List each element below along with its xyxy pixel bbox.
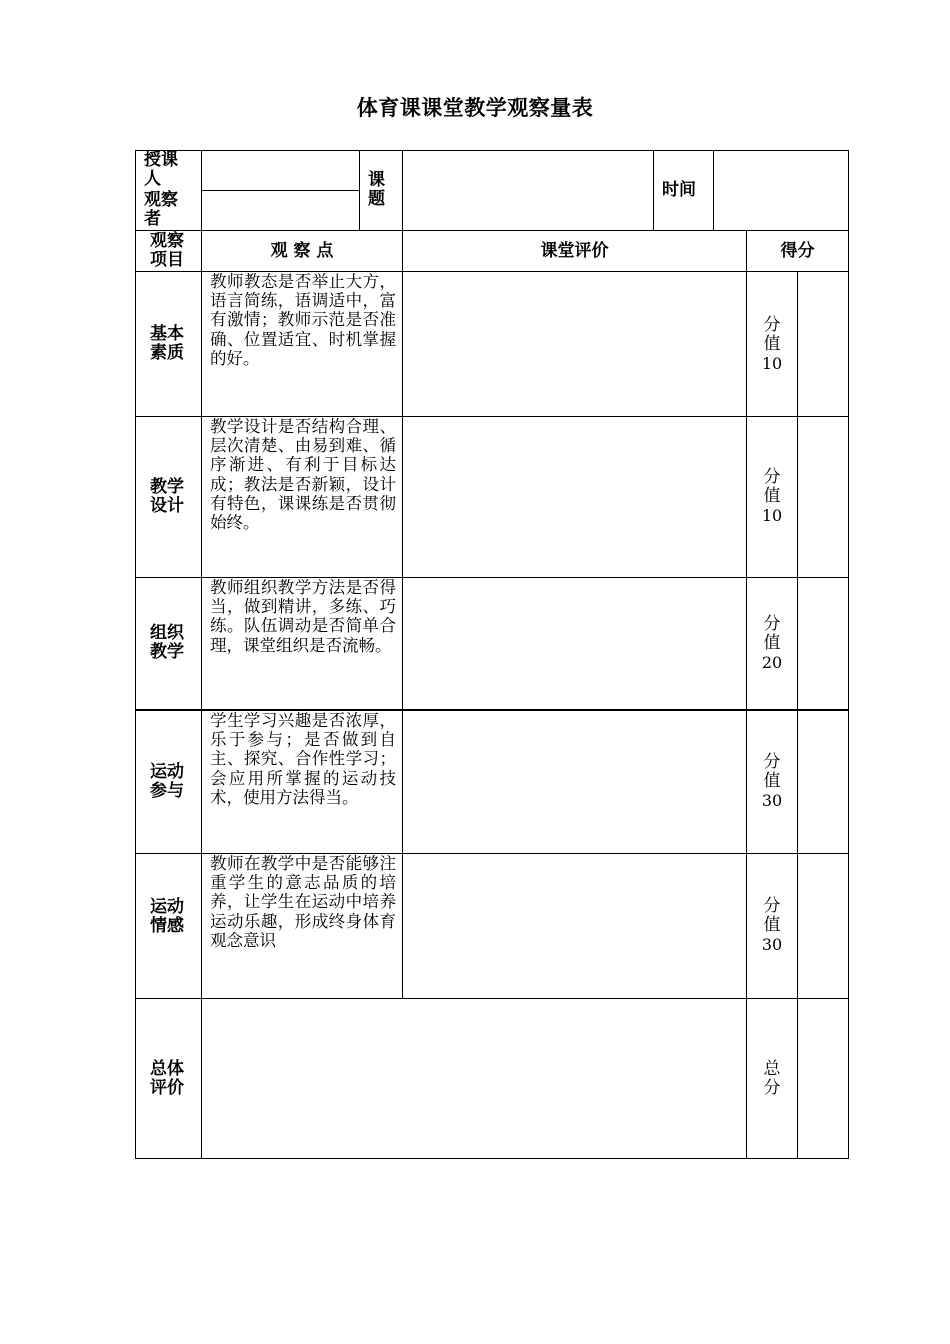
score-label: 分值 (763, 467, 781, 506)
table-border-bottom (135, 1158, 849, 1159)
topic-label: 课题 (368, 170, 385, 209)
table-rule (402, 150, 403, 999)
row-item-label: 基本素质 (150, 324, 184, 363)
row-item-label: 运动情感 (150, 897, 184, 936)
column-header-score: 得分 (780, 241, 815, 261)
score-number: 30 (761, 791, 783, 810)
total-label: 总分 (763, 1059, 781, 1098)
column-header-evaluation: 课堂评价 (540, 241, 609, 261)
table-rule (135, 998, 849, 999)
row-observation-points: 教学设计是否结构合理、层次清楚、由易到难、循序渐进、有利于目标达成；教法是否新颖，设计有特色，课课练是否贯彻始终。 (210, 417, 396, 533)
column-header-points: 观 察 点 (270, 241, 334, 261)
row-observation-points: 教师教态是否举止大方，语言简练，语调适中，富有激情；教师示范是否准确、位置适宜、时机掌握的好。 (210, 272, 396, 368)
score-number: 20 (761, 653, 783, 672)
table-rule (359, 150, 360, 231)
table-border-left (135, 150, 136, 1159)
score-number: 10 (761, 506, 783, 525)
row-score-value (747, 468, 797, 525)
row-item-label: 组织教学 (150, 623, 184, 662)
observer-label: 观察者 (144, 190, 178, 229)
table-rule (797, 271, 798, 1159)
row-item-label: 教学设计 (150, 477, 184, 516)
table-border-right (848, 150, 849, 1159)
row-observation-points: 教师组织教学方法是否得当，做到精讲，多练、巧练。队伍调动是否简单合理，课堂组织是否流畅。 (210, 578, 396, 655)
row-score-value (747, 615, 797, 672)
score-number: 30 (761, 935, 783, 954)
score-label: 分值 (763, 896, 781, 935)
table-rule (201, 190, 359, 191)
teacher-label: 授课人 (144, 150, 178, 189)
row-score-value (747, 753, 797, 810)
row-score-value (747, 897, 797, 954)
row-observation-points: 学生学习兴趣是否浓厚，乐于参与；是否做到自主、探究、合作性学习；会应用所掌握的运动技术，使用方法得当。 (210, 711, 396, 807)
score-label: 分值 (763, 315, 781, 354)
row-score-value (747, 316, 797, 373)
table-rule (713, 150, 714, 231)
time-label: 时间 (662, 180, 696, 200)
table-rule (201, 150, 202, 1159)
table-rule (135, 230, 849, 231)
total-score-label (747, 1060, 797, 1098)
row-item-label: 运动参与 (150, 762, 184, 801)
table-border-top (135, 150, 849, 151)
page-title: 体育课课堂教学观察量表 (356, 96, 594, 120)
column-header-item: 观察项目 (150, 231, 184, 270)
table-rule (653, 150, 654, 231)
score-number: 10 (761, 354, 783, 373)
summary-label: 总体评价 (150, 1059, 184, 1098)
row-observation-points: 教师在教学中是否能够注重学生的意志品质的培养，让学生在运动中培养运动乐趣，形成终身体育观念意识 (210, 854, 396, 950)
score-label: 分值 (763, 752, 781, 791)
score-label: 分值 (763, 614, 781, 653)
